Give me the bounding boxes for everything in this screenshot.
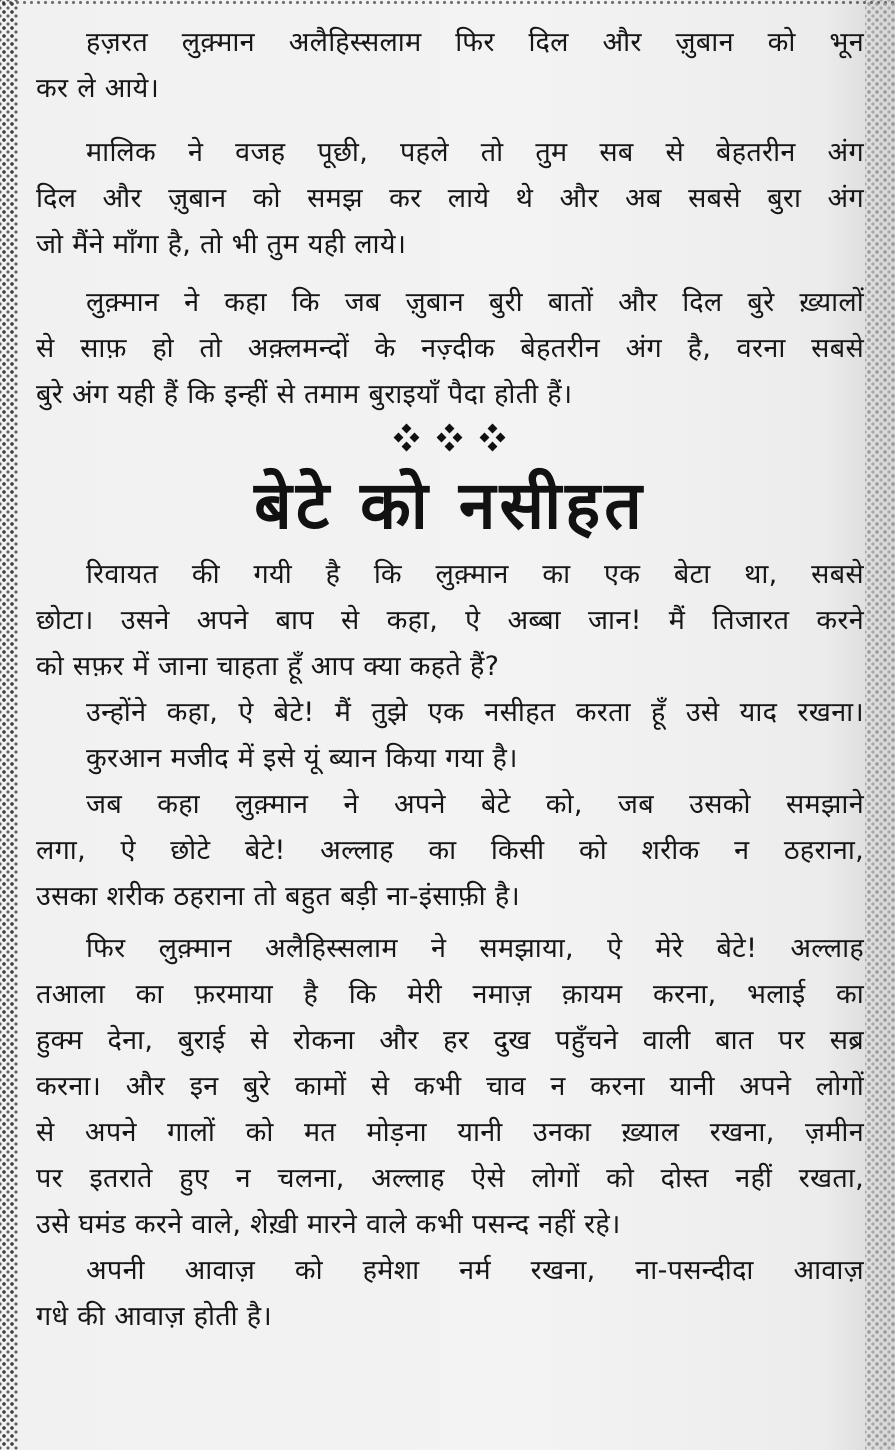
text-line: हज़रत लुक़्मान अलैहिस्सलाम फिर दिल और ज़ुबान को भून xyxy=(86,27,864,58)
text-line: कुरआन मजीद में इसे यूं ब्यान किया गया है। xyxy=(86,743,518,774)
text-line: छोटा। उसने अपने बाप से कहा, ऐ अब्बा जान! मैं तिजारत करने xyxy=(36,605,864,636)
text-line: से साफ़ हो तो अक़्लमन्दों के नज़्दीक बेहतरीन अंग है, वरना सबसे xyxy=(36,333,864,364)
text-line: लगा, ऐ छोटे बेटे! अल्लाह का किसी को शरीक न ठहराना, xyxy=(36,835,864,866)
paragraph-6 xyxy=(36,736,864,782)
text-line: कर ले आये। xyxy=(36,73,160,104)
text-line: मालिक ने वजह पूछी, पहले तो तुम सब से बेहतरीन अंग xyxy=(86,137,864,168)
paragraph-8 xyxy=(36,926,864,1248)
decorative-border-left xyxy=(0,0,18,1450)
text-line: लुक़्मान ने कहा कि जब ज़ुबान बुरी बातों और दिल बुरे ख़्यालों xyxy=(86,287,864,318)
text-line: उन्होंने कहा, ऐ बेटे! मैं तुझे एक नसीहत करता हूँ उसे याद रखना। xyxy=(86,697,864,728)
text-line: हुक्म देना, बुराई से रोकना और हर दुख पहुँचने वाली बात पर सब्र xyxy=(36,1025,864,1056)
diamond-ornament-icon xyxy=(436,425,464,451)
paragraph-3 xyxy=(36,280,864,418)
text-line: करना। और इन बुरे कामों से कभी चाव न करना यानी अपने लोगों xyxy=(36,1071,864,1102)
decorative-border-right xyxy=(865,0,895,1450)
text-line: फिर लुक़्मान अलैहिस्सलाम ने समझाया, ऐ मेरे बेटे! अल्लाह xyxy=(86,933,864,964)
text-line: पर इतराते हुए न चलना, अल्लाह ऐसे लोगों को दोस्त नहीं रखता, xyxy=(36,1163,864,1194)
text-line: जब कहा लुक़्मान ने अपने बेटे को, जब उसको समझाने xyxy=(86,789,864,820)
text-line: अपनी आवाज़ को हमेशा नर्म रखना, ना-पसन्दीदा आवाज़ xyxy=(86,1255,864,1286)
section-title: बेटे को नसीहत xyxy=(254,467,646,544)
text-line: रिवायत की गयी है कि लुक़्मान का एक बेटा था, सबसे xyxy=(86,559,864,590)
text-line: तआला का फ़रमाया है कि मेरी नमाज़ क़ायम करना, भलाई का xyxy=(36,979,864,1010)
paragraph-1 xyxy=(36,20,864,112)
text-line: गधे की आवाज़ होती है। xyxy=(36,1301,272,1332)
text-line: उसका शरीक ठहराना तो बहुत बड़ी ना-इंसाफ़ी है। xyxy=(36,881,521,912)
text-line: से अपने गालों को मत मोड़ना यानी उनका ख़्याल रखना, ज़मीन xyxy=(36,1117,864,1148)
text-line: उसे घमंड करने वाले, शेख़ी मारने वाले कभी पसन्द नहीं रहे। xyxy=(36,1209,621,1240)
paragraph-4 xyxy=(36,552,864,690)
paragraph-7 xyxy=(36,782,864,920)
paragraph-2 xyxy=(36,130,864,268)
text-line: दिल और ज़ुबान को समझ कर लाये थे और अब सबसे बुरा अंग xyxy=(36,183,864,214)
paragraph-5 xyxy=(36,690,864,736)
text-line: को सफ़र में जाना चाहता हूँ आप क्या कहते हैं? xyxy=(36,651,500,682)
diamond-ornament-icon xyxy=(393,425,421,451)
text-line: बुरे अंग यही हैं कि इन्हीं से तमाम बुराइयाँ पैदा होती हैं। xyxy=(36,379,573,410)
section-divider-ornament xyxy=(36,418,864,458)
diamond-ornament-icon xyxy=(479,425,507,451)
page-text-column xyxy=(36,0,864,1340)
paragraph-9 xyxy=(36,1248,864,1340)
text-line: जो मैंने माँगा है, तो भी तुम यही लाये। xyxy=(36,229,407,260)
